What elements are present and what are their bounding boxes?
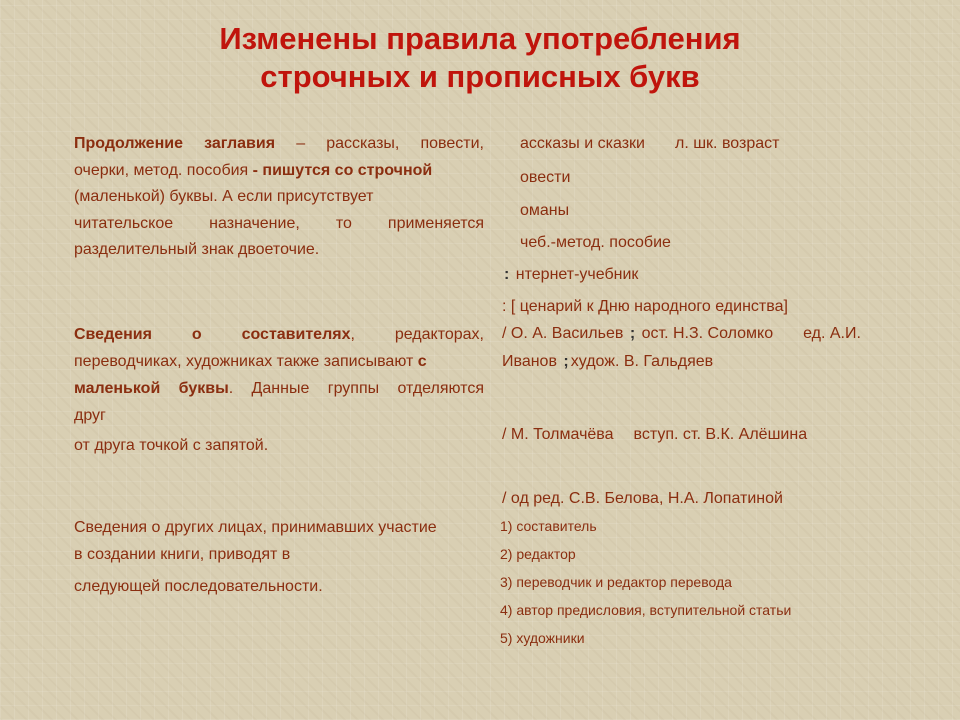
left-p2-line-2: переводчиках, художниках также записывают с: [74, 353, 427, 370]
role-list-item-3: 3) переводчик и редактор перевода: [500, 574, 732, 590]
left-p2-line-5: от друга точкой с запятой.: [74, 437, 269, 454]
left-p1-line-4: читательское назначение, то применяется: [74, 215, 484, 232]
right-line-2: овести: [520, 169, 571, 186]
right-line-4: чеб.-метод. пособие: [520, 234, 671, 251]
right-line-6: : [ ценарий к Дню народного единства]: [502, 298, 788, 315]
right-line-5: : нтернет-учебник: [504, 266, 639, 283]
role-list-item-5: 5) художники: [500, 630, 585, 646]
left-p2-line-4: друг: [74, 407, 106, 424]
left-p1-line-3: (маленькой) буквы. А если присутствует: [74, 188, 374, 205]
slide-title: [0, 20, 960, 96]
left-p1-line-5: разделительный знак двоеточие.: [74, 241, 320, 258]
right-line-7: / О. А. Васильев ; ост. Н.З. Соломко ед. А.И.: [502, 325, 861, 342]
left-p3-line-1: Сведения о других лицах, принимавших участие: [74, 519, 437, 536]
left-p3-line-2: в создании книги, приводят в: [74, 546, 291, 563]
title-line-2: строчных и прописных букв: [260, 59, 700, 94]
left-p1-line-1: Продолжение заглавия – рассказы, повести,: [74, 135, 484, 152]
left-p3-line-3: следующей последовательности.: [74, 578, 323, 595]
role-list-item-1: 1) составитель: [500, 518, 597, 534]
left-p2-line-3: маленькой буквы. Данные группы отделяются: [74, 380, 484, 397]
right-line-1: ассказы и сказки л. шк. возраст: [520, 135, 780, 152]
right-line-9: / М. Толмачёва вступ. ст. В.К. Алёшина: [502, 426, 808, 443]
left-p2-line-1: Сведения о составителях, редакторах,: [74, 326, 484, 343]
right-line-10: / од ред. С.В. Белова, Н.А. Лопатиной: [502, 490, 783, 507]
right-line-8: Иванов ; худож. В. Гальдяев: [502, 353, 714, 370]
role-list-item-4: 4) автор предисловия, вступительной статьи: [500, 602, 792, 618]
right-line-3: оманы: [520, 202, 570, 219]
title-line-1: Изменены правила употребления: [219, 21, 741, 56]
left-p1-line-2: очерки, метод. пособия - пишутся со строчной: [74, 162, 433, 179]
role-list-item-2: 2) редактор: [500, 546, 576, 562]
